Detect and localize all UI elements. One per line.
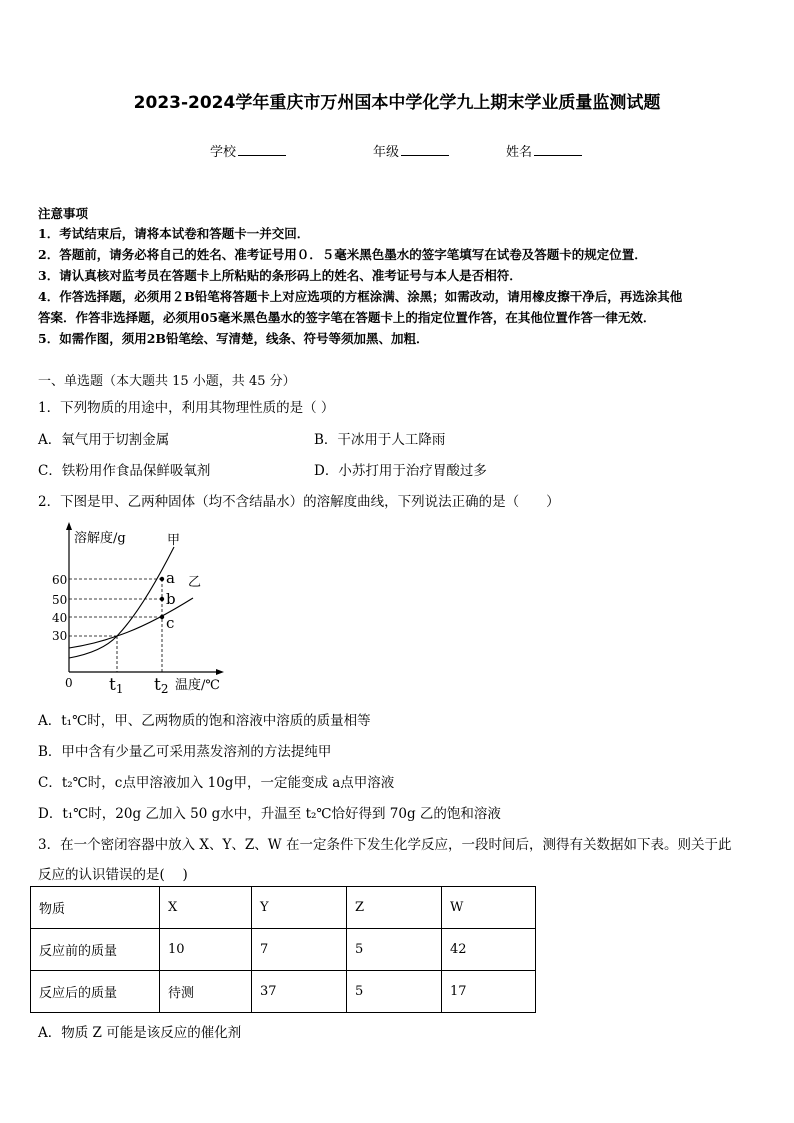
notice-item: 1．考试结束后，请将本试卷和答题卡一并交回． [38, 226, 310, 241]
point-label-c: c [166, 614, 175, 632]
y-axis-arrow [66, 522, 72, 530]
table-cell: 反应后的质量 [31, 971, 160, 1013]
point-a [160, 577, 164, 581]
notice-item: 3．请认真核对监考员在答题卡上所粘贴的条形码上的姓名、准考证号与本人是否相符． [38, 268, 522, 283]
table-row [31, 971, 536, 1013]
x-tick-sub: 2 [160, 682, 169, 696]
table-cell: 10 [160, 929, 252, 971]
school-label: 学校 [210, 145, 237, 160]
x-axis-arrow [216, 669, 224, 675]
q1-option-c[interactable]: C．铁粉用作食品保鲜吸氧剂 [38, 463, 211, 479]
table-cell: 物质 [31, 887, 160, 929]
point-label-a: a [166, 569, 175, 587]
x-tick-main: t [154, 675, 161, 695]
table-cell: 待测 [160, 971, 252, 1013]
q3-stem-line2: 反应的认识错误的是( ) [38, 867, 188, 883]
table-row [31, 929, 536, 971]
q1-option-d[interactable]: D．小苏打用于治疗胃酸过多 [314, 463, 487, 479]
table-cell: Y [252, 887, 347, 929]
y-tick-label: 40 [52, 611, 68, 625]
table-cell: 7 [252, 929, 347, 971]
table-cell: W [442, 887, 536, 929]
series-label-jia: 甲 [167, 533, 181, 548]
page-title: 2023-2024学年重庆市万州国本中学化学九上期末学业质量监测试题 [133, 93, 661, 113]
q1-stem: 1．下列物质的用途中，利用其物理性质的是（ ） [38, 400, 335, 416]
table-cell: 5 [347, 971, 442, 1013]
x-tick-label [154, 675, 168, 696]
y-axis-label: 溶解度/g [74, 531, 126, 546]
table-cell: 37 [252, 971, 347, 1013]
table-cell: 反应前的质量 [31, 929, 160, 971]
y-tick-label: 60 [52, 573, 68, 587]
section-heading: 一、单选题（本大题共 15 小题，共 45 分） [38, 374, 296, 389]
table-cell: 5 [347, 929, 442, 971]
point-c [160, 615, 164, 619]
q1-option-b[interactable]: B．干冰用于人工降雨 [314, 432, 446, 448]
school-field[interactable] [210, 141, 286, 160]
y-tick-label: 30 [52, 629, 68, 643]
name-blank[interactable] [534, 143, 582, 156]
q2-option-a[interactable]: A．t₁℃时，甲、乙两物质的饱和溶液中溶质的质量相等 [38, 713, 371, 729]
series-label-yi: 乙 [188, 575, 202, 590]
x-tick-label [109, 675, 123, 696]
notice-item: 5．如需作图，须用2B铅笔绘、写清楚，线条、符号等须加黑、加粗． [38, 331, 429, 346]
name-field[interactable] [506, 141, 582, 160]
name-label: 姓名 [506, 145, 533, 160]
table-cell: 42 [442, 929, 536, 971]
curve-jia [69, 547, 174, 658]
q3-data-table [30, 886, 536, 1013]
q1-option-a[interactable]: A．氧气用于切割金属 [38, 432, 170, 448]
origin-label: 0 [65, 676, 73, 690]
q2-option-d[interactable]: D．t₁℃时，20g 乙加入 50 g水中，升温至 t₂℃恰好得到 70g 乙的饱和溶液 [38, 806, 501, 822]
notice-item: 答案．作答非选择题，必须用05毫米黑色墨水的签字笔在答题卡上的指定位置作答，在其他位置作答一律无效． [38, 310, 656, 325]
q2-stem: 2．下图是甲、乙两种固体（均不含结晶水）的溶解度曲线，下列说法正确的是（ ） [38, 494, 560, 510]
school-blank[interactable] [238, 143, 286, 156]
point-label-b: b [166, 590, 176, 608]
notice-item: 2．答题前，请务必将自己的姓名、准考证号用０．５毫米黑色墨水的签字笔填写在试卷及答题卡的规定位置． [38, 247, 647, 262]
x-axis-label: 温度/℃ [175, 678, 220, 693]
grade-label: 年级 [373, 145, 400, 160]
x-tick-sub: 1 [115, 682, 124, 696]
y-tick-label: 50 [52, 593, 68, 607]
notice-heading: 注意事项 [38, 206, 89, 221]
grade-blank[interactable] [401, 143, 449, 156]
q3-option-a[interactable]: A．物质 Z 可能是该反应的催化剂 [38, 1025, 242, 1041]
q2-option-b[interactable]: B．甲中含有少量乙可采用蒸发溶剂的方法提纯甲 [38, 744, 332, 760]
table-cell: Z [347, 887, 442, 929]
table-header-row [31, 887, 536, 929]
solubility-chart [40, 522, 240, 698]
point-b [160, 597, 164, 601]
notice-item: 4．作答选择题，必须用２B铅笔将答题卡上对应选项的方框涂满、涂黑；如需改动，请用橡皮擦干净后，再选涂其他 [38, 289, 683, 304]
x-tick-main: t [109, 675, 116, 695]
q3-stem-line1: 3．在一个密闭容器中放入 X、Y、Z、W 在一定条件下发生化学反应，一段时间后，测得有关数据如下表。则关于此 [38, 837, 732, 853]
table-cell: 17 [442, 971, 536, 1013]
q2-option-c[interactable]: C．t₂℃时，c点甲溶液加入 10g甲，一定能变成 a点甲溶液 [38, 775, 395, 791]
table-cell: X [160, 887, 252, 929]
grade-field[interactable] [373, 141, 449, 160]
